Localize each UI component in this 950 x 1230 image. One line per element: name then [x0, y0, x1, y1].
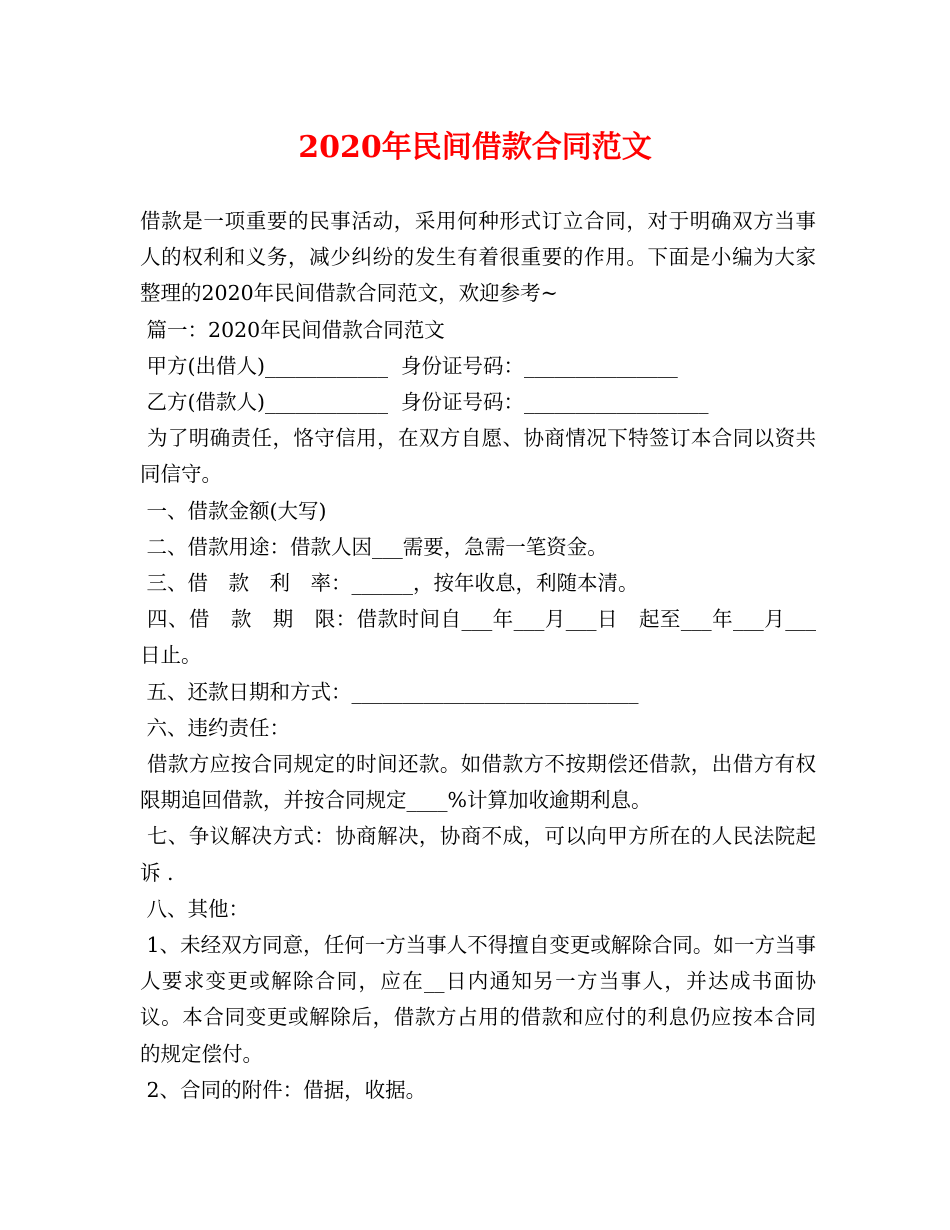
- clause-dispute: 七、争议解决方式：协商解决，协商不成，可以向甲方所在的人民法院起诉 .: [140, 824, 816, 885]
- clause-liability-text: 借款方应按合同规定的时间还款。如借款方不按期偿还借款，出借方有权限期追回借款，并按合同规定____%计算加收逾期利息。: [140, 752, 816, 813]
- party-a-line: 甲方(出借人)____________ 身份证号码：_______________: [140, 353, 678, 378]
- document-body: [140, 203, 816, 1108]
- clause-other-1: 1、未经双方同意，任何一方当事人不得擅自变更或解除合同。如一方当事人要求变更或解除合同，应在__日内通知另一方当事人，并达成书面协议。本合同变更或解除后，借款方占用的借款和应付的利息仍应按本合同的规定偿付。: [140, 933, 816, 1066]
- clause-term: 四、借 款 期 限：借款时间自___年___月___日 起至___年___月___日止。: [140, 607, 816, 668]
- clause-other-2: 2、合同的附件：借据，收据。: [140, 1077, 427, 1102]
- clause-liability-heading: 六、违约责任：: [140, 715, 291, 740]
- party-b-line: 乙方(借款人)____________ 身份证号码：__________________: [140, 390, 709, 415]
- intro-paragraph: 借款是一项重要的民事活动，采用何种形式订立合同，对于明确双方当事人的权利和义务，减少纠纷的发生有着很重要的作用。下面是小编为大家整理的2020年民间借款合同范文，欢迎参考~: [140, 209, 816, 306]
- section-heading: 篇一：2020年民间借款合同范文: [140, 317, 445, 342]
- clause-amount: 一、借款金额(大写): [140, 498, 327, 523]
- preamble-paragraph: 为了明确责任，恪守信用，在双方自愿、协商情况下特签订本合同以资共同信守。: [140, 426, 816, 487]
- clause-purpose: 二、借款用途：借款人因___需要，急需一笔资金。: [140, 534, 608, 559]
- document-title: 2020年民间借款合同范文: [298, 130, 652, 165]
- clause-repayment: 五、还款日期和方式：____________________________: [140, 679, 639, 704]
- clause-rate: 三、借 款 利 率：______，按年收息，利随本清。: [140, 571, 639, 596]
- clause-other-heading: 八、其他：: [140, 896, 250, 921]
